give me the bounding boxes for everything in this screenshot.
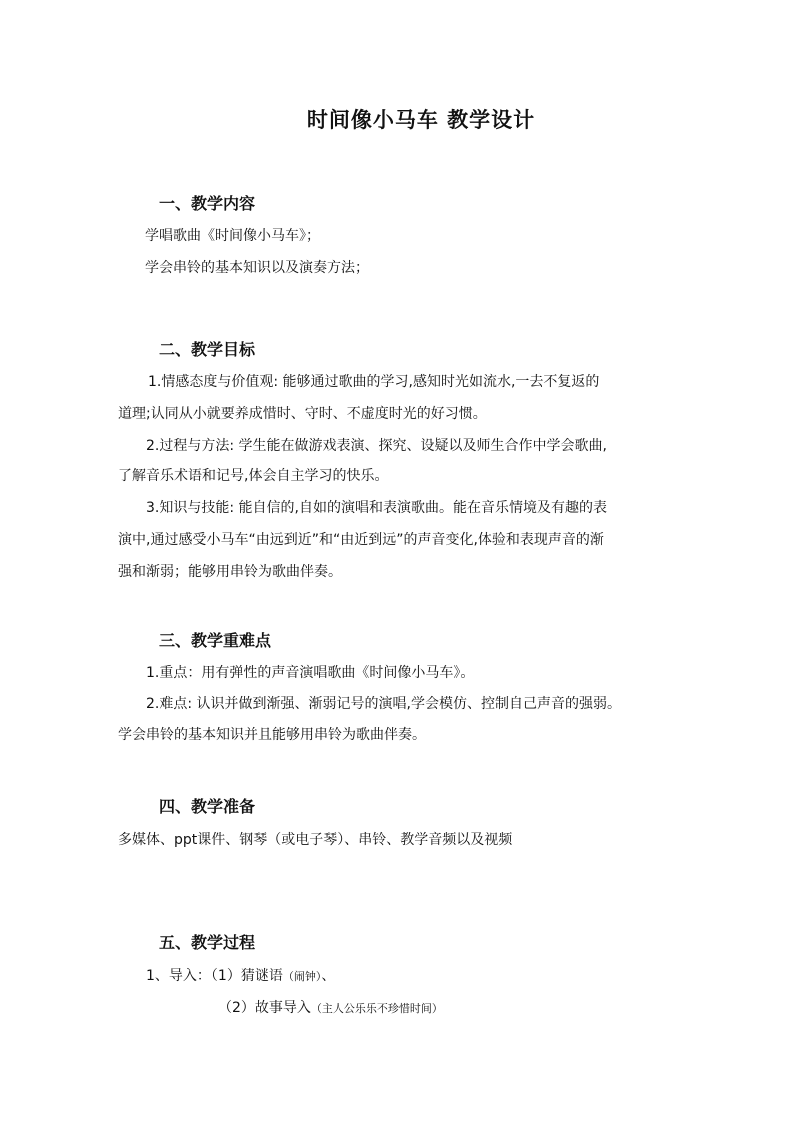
paragraph-line: 2.过程与方法: 学生能在做游戏表演、探究、设疑以及师生合作中学会歌曲, — [146, 438, 607, 454]
section-heading-key-points: 三、教学重难点 — [159, 631, 272, 650]
paragraph-line: 了解音乐术语和记号,体会自主学习的快乐。 — [118, 468, 389, 484]
process-step-2-label: （2）故事导入 — [218, 1000, 311, 1016]
section-heading-preparation: 四、教学准备 — [159, 797, 256, 816]
process-step-1-note: （闹钟） — [282, 970, 322, 983]
process-step-2 — [218, 998, 443, 1019]
paragraph-line: 学会串铃的基本知识以及演奏方法； — [145, 260, 369, 276]
paragraph-line: 学会串铃的基本知识并且能够用串铃为歌曲伴奏。 — [118, 727, 426, 743]
paragraph-line: 多媒体、ppt课件、钢琴（或电子琴）、串铃、教学音频以及视频 — [118, 832, 513, 848]
section-heading-content: 一、教学内容 — [159, 194, 256, 213]
section-heading-objectives: 二、教学目标 — [159, 340, 256, 359]
process-step-2-note: （主人公乐乐不珍惜时间） — [310, 1002, 443, 1015]
process-step-1 — [146, 966, 335, 987]
paragraph-line: 学唱歌曲《时间像小马车》； — [145, 228, 320, 244]
document-title: 时间像小马车 教学设计 — [306, 108, 536, 132]
paragraph-line: 1.重点：用有弹性的声音演唱歌曲《时间像小马车》。 — [146, 665, 475, 681]
paragraph-line: 演中,通过感受小马车“由远到近”和“由近到远”的声音变化,体验和表现声音的渐 — [118, 532, 604, 548]
paragraph-line: 强和渐弱；能够用串铃为歌曲伴奏。 — [118, 564, 342, 580]
paragraph-line: 3.知识与技能: 能自信的,自如的演唱和表演歌曲。能在音乐情境及有趣的表 — [146, 500, 607, 516]
paragraph-line: 道理;认同从小就要养成惜时、守时、不虚度时光的好习惯。 — [118, 406, 487, 422]
process-step-1-label: 1、导入：（1）猜谜语 — [146, 968, 283, 984]
paragraph-line: 1.情感态度与价值观: 能够通过歌曲的学习,感知时光如流水,一去不复返的 — [148, 374, 600, 390]
section-heading-process: 五、教学过程 — [159, 933, 256, 952]
paragraph-line: 2.难点: 认识并做到渐强、渐弱记号的演唱,学会模仿、控制自己声音的强弱。 — [146, 696, 621, 712]
process-step-1-tail: 、 — [321, 968, 336, 984]
